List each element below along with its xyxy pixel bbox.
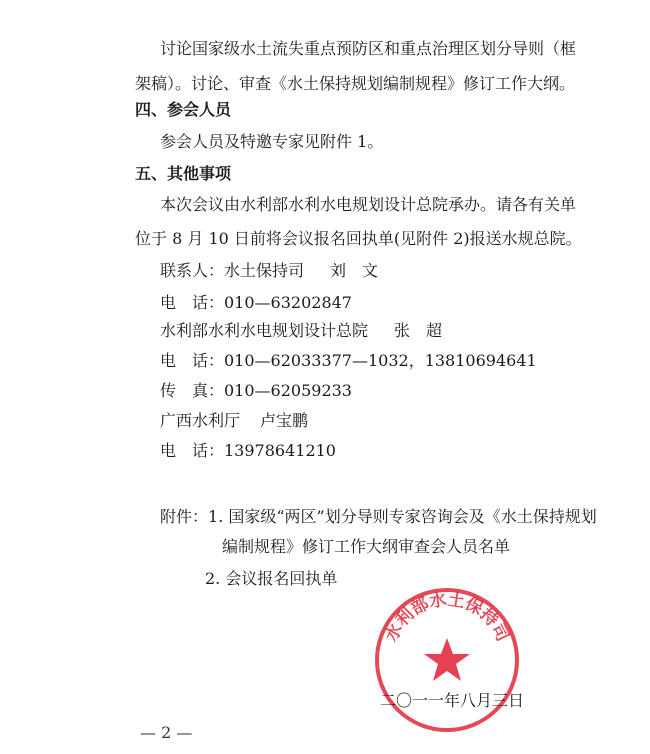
contact-dept-label: 联系人：水土保持司 [160, 261, 305, 280]
paragraph-line-1: 讨论国家级水土流失重点预防区和重点治理区划分导则（框 [160, 39, 577, 58]
contact-name-1: 刘 文 [330, 261, 379, 280]
contact-org-3-label: 广西水利厅 [160, 411, 241, 430]
section5-heading: 五、其他事项 [135, 164, 232, 183]
attachment-item-2: 2. 会议报名回执单 [205, 569, 338, 588]
contact-phone-3: 电 话：13978641210 [160, 441, 336, 460]
section5-body-line1: 本次会议由水利部水利水电规划设计总院承办。请各有关单 [160, 195, 577, 214]
contact-org-2-label: 水利部水利水电规划设计总院 [160, 321, 369, 340]
contact-line-1 [160, 260, 650, 282]
seal-text: 水利部水土保持司 [381, 589, 513, 645]
attachment-item-1-line-1 [160, 506, 650, 528]
section5-body-line2: 位于 8 月 10 日前将会议报名回执单(见附件 2)报送水规总院。 [135, 229, 582, 248]
attachment-label: 附件： [160, 507, 209, 526]
seal-star-icon [424, 638, 470, 681]
attachment-item-1-text: 1. 国家级“两区”划分导则专家咨询会及《水土保持规划 [208, 507, 597, 526]
contact-name-3: 卢宝鹏 [260, 411, 309, 430]
contact-fax-2: 传 真：010—62059233 [160, 381, 352, 400]
contact-org-2 [160, 320, 650, 342]
paragraph-line-2: 架稿）。讨论、审查《水土保持规划编制规程》修订工作大纲。 [135, 74, 576, 93]
official-seal [372, 585, 525, 735]
contact-phone-1: 电 话：010—63202847 [160, 293, 352, 312]
contact-org-3 [160, 410, 650, 432]
page-number: — 2 — [140, 723, 193, 742]
contact-name-2: 张 超 [394, 321, 443, 340]
attachment-item-1-line-2: 编制规程》修订工作大纲审查会人员名单 [222, 537, 511, 556]
document-date: 二〇一一年八月三日 [380, 691, 525, 710]
section4-heading: 四、参会人员 [135, 100, 232, 119]
contact-phone-2: 电 话：010—62033377—1032，13810694641 [160, 351, 537, 370]
section4-body: 参会人员及特邀专家见附件 1。 [160, 132, 384, 151]
